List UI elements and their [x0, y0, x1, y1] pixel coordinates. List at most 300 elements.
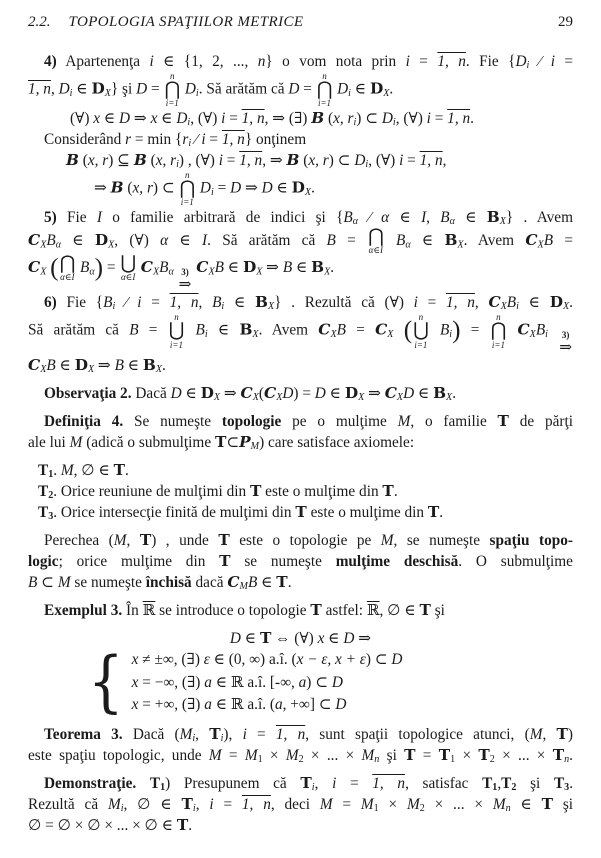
implies-annotation: 3): [181, 267, 189, 278]
text-segment: [185, 322, 195, 339]
text-segment: X: [499, 216, 506, 228]
text-segment: B: [28, 574, 38, 592]
text-segment: ∈: [72, 80, 92, 98]
text-segment: ∈: [207, 322, 240, 340]
text-segment: . Fie {: [465, 53, 516, 70]
text-segment: i: [449, 329, 453, 341]
text-segment: Teorema 3.: [44, 725, 123, 743]
text-segment: D: [337, 80, 349, 98]
text-segment: pe o mulţime: [281, 413, 398, 431]
text-segment: .: [569, 774, 574, 792]
text-segment: i: [188, 138, 192, 150]
text-segment: T: [276, 573, 288, 592]
text-segment: B: [336, 322, 346, 340]
text-segment: ⇒: [354, 630, 372, 648]
text-segment: B: [439, 322, 450, 340]
text-segment: ∈: [224, 294, 256, 312]
text-segment: i: [69, 87, 73, 99]
text-line: [28, 129, 573, 150]
text-segment: ⊂: [37, 574, 58, 592]
text-segment: topologie: [221, 413, 282, 431]
text-segment: 1, n: [241, 110, 265, 128]
text-segment: n: [374, 754, 380, 766]
text-segment: X: [358, 392, 365, 404]
text-segment: B: [46, 232, 56, 250]
text-segment: C: [264, 384, 277, 403]
text-segment: i: [221, 301, 225, 313]
operator-lower-limit: i=1: [180, 197, 194, 208]
nary-operator: [164, 72, 180, 108]
text-segment: M: [361, 746, 375, 764]
operator-symbol: ⋂: [164, 79, 181, 100]
text-segment: C: [517, 321, 530, 340]
text-segment: X: [267, 301, 275, 313]
text-segment: X: [208, 266, 215, 278]
operator-lower-limit: i=1: [317, 98, 332, 109]
text-segment: T: [38, 483, 49, 501]
text-segment: ∈ {1, 2, ...,: [153, 53, 258, 70]
text-segment: =: [246, 725, 276, 743]
text-segment: T: [310, 601, 322, 620]
text-segment: dacă: [191, 574, 228, 592]
text-segment: X: [213, 392, 221, 404]
text-segment: , (∀): [190, 110, 222, 128]
text-segment: .: [162, 357, 166, 375]
text-segment: X: [529, 329, 536, 341]
text-segment: D: [314, 385, 326, 403]
text-segment: . Orice reuniune de mulţimi din: [53, 483, 250, 501]
text-segment: D: [230, 179, 242, 197]
text-segment: şi: [516, 774, 554, 792]
text-segment: x − ε, x + ε: [296, 651, 366, 669]
text-segment: X: [40, 364, 47, 376]
text-segment: D: [549, 293, 564, 312]
text-segment: M: [406, 795, 420, 813]
text-segment: În: [122, 602, 143, 620]
text-segment: 1: [48, 469, 54, 481]
text-segment: I: [202, 232, 208, 250]
text-segment: şi: [430, 602, 445, 620]
text-segment: =: [147, 80, 164, 98]
text-segment: X: [446, 392, 453, 404]
text-segment: spaţiu topo-: [489, 532, 573, 550]
text-segment: B: [66, 151, 79, 170]
text-segment: 1, n: [447, 110, 471, 128]
text-segment: ,: [474, 294, 489, 312]
text-segment: . Avem: [463, 232, 526, 250]
text-segment: ) =: [293, 385, 315, 403]
text-segment: B: [239, 321, 253, 340]
text-segment: M: [69, 434, 83, 452]
text-segment: ,: [497, 774, 502, 792]
text-segment: × ... ×: [424, 795, 493, 813]
text-line: [28, 355, 573, 376]
text-segment: Demonstraţie.: [44, 774, 137, 792]
text-segment: ),: [223, 725, 243, 743]
cases-block: [88, 644, 573, 721]
text-segment: ∈: [257, 574, 277, 592]
text-segment: C: [227, 573, 240, 592]
text-segment: ∈: [272, 179, 292, 197]
text-segment: a: [204, 696, 212, 714]
operator-upper-limit: n: [185, 170, 190, 181]
text-segment: 1, n: [275, 725, 306, 743]
text-segment: X: [252, 329, 259, 341]
text-segment: .: [188, 816, 193, 834]
text-segment: ∈: [350, 80, 370, 98]
text-segment: X: [387, 329, 394, 341]
operator-lower-limit: i=1: [169, 339, 183, 350]
text-segment: [385, 232, 396, 249]
text-segment: i: [192, 733, 196, 745]
text-segment: Fie: [56, 209, 97, 227]
text-segment: x: [317, 630, 325, 648]
big-delimiter: ): [452, 317, 461, 345]
text-segment: x: [131, 696, 139, 714]
text-line: [28, 228, 573, 255]
text-segment: ⇒: [241, 179, 262, 197]
text-segment: i: [526, 60, 530, 72]
text-segment: T: [497, 412, 509, 431]
text-segment: (: [123, 179, 133, 197]
text-segment: B: [433, 384, 447, 403]
text-segment: ) , (∀): [178, 152, 219, 170]
text-segment: i: [149, 53, 154, 70]
text-segment: Apartenenţa: [56, 53, 150, 70]
text-segment: . Orice intersecţie finită de mulţimi din: [53, 504, 296, 522]
text-line: [28, 600, 573, 621]
text-segment: × ... ×: [494, 746, 553, 764]
text-segment: x: [93, 110, 101, 128]
text-segment: se numeşte: [230, 553, 336, 571]
text-segment: Fie {: [56, 294, 104, 312]
text-segment: } . Rezultă că (∀): [274, 294, 414, 312]
text-segment: 3: [564, 782, 570, 794]
annotated-implies: [559, 331, 572, 355]
text-line: [28, 207, 573, 228]
text-segment: , ⇒: [262, 152, 287, 170]
text-segment: B: [103, 294, 113, 312]
text-segment: ,: [195, 795, 210, 813]
text-segment: D: [344, 384, 359, 403]
text-segment: r: [182, 131, 189, 149]
text-segment: ∈: [223, 259, 243, 277]
text-segment: } onţinem: [244, 131, 307, 149]
text-segment: T: [113, 461, 125, 480]
text-segment: ): [567, 725, 573, 743]
text-segment: . Avem: [258, 322, 319, 340]
text-segment: 2: [511, 782, 517, 794]
text-segment: T: [438, 745, 451, 764]
nary-operator: [491, 313, 507, 349]
text-segment: Se numeşte: [123, 413, 222, 431]
text-segment: T: [219, 552, 231, 571]
text-segment: M: [250, 441, 260, 453]
text-segment: D: [515, 53, 527, 70]
text-segment: T: [214, 433, 227, 452]
text-segment: =: [332, 795, 361, 813]
text-segment: ×: [378, 795, 407, 813]
text-segment: i: [550, 53, 555, 70]
text-segment: α: [449, 216, 455, 228]
text-segment: X: [104, 87, 111, 99]
text-segment: =: [345, 322, 376, 340]
text-segment: şi: [552, 795, 574, 813]
implies-annotation: 3): [561, 330, 570, 341]
text-segment: D: [403, 385, 415, 403]
text-line: [28, 72, 573, 108]
text-segment: , ∅ ∈: [73, 462, 114, 480]
text-segment: ∕: [191, 131, 202, 149]
text-segment: X: [108, 239, 115, 251]
text-segment: , (∀): [368, 152, 400, 170]
text-segment: Observaţia 2.: [44, 385, 132, 403]
text-segment: T: [541, 794, 553, 813]
text-segment: .: [452, 385, 457, 403]
text-segment: D: [331, 673, 343, 691]
text-segment: este o topologie pe: [229, 532, 381, 550]
text-segment: =: [417, 294, 447, 312]
text-segment: .: [393, 483, 398, 501]
text-segment: .: [470, 110, 474, 128]
text-segment: X: [276, 392, 283, 404]
text-segment: =: [403, 152, 420, 170]
text-segment: (: [258, 385, 264, 403]
text-segment: de părţi: [508, 413, 573, 431]
text-segment: ) ⊂: [306, 673, 332, 691]
text-segment: T: [553, 774, 565, 792]
text-line: [28, 773, 573, 794]
text-segment: ) ⊂: [365, 651, 392, 669]
text-segment: C: [240, 384, 253, 403]
text-segment: ∈ ℝ a.î. [-∞,: [211, 673, 299, 691]
operator-symbol: ⋂: [179, 178, 196, 200]
text-segment: ⇒: [94, 357, 115, 375]
text-segment: . O submulţime: [458, 553, 573, 571]
text-segment: ∈: [324, 630, 344, 648]
operator-upper-limit: n: [174, 312, 179, 323]
text-segment: ∈: [518, 294, 550, 312]
text-segment: B: [326, 232, 336, 250]
text-segment: ,: [126, 532, 140, 550]
text-segment: X: [457, 239, 464, 251]
text-segment: ⇒: [364, 385, 385, 403]
text-segment: T: [419, 601, 431, 620]
text-segment: M: [360, 795, 374, 813]
text-segment: [136, 775, 150, 792]
text-segment: X: [537, 239, 544, 251]
text-segment: 2: [298, 754, 304, 766]
operator-symbol: ⋂: [59, 253, 76, 275]
text-segment: i: [392, 117, 396, 129]
operator-symbol: ⋂: [490, 320, 507, 342]
text-segment: D: [282, 385, 294, 403]
text-segment: ) ⊂: [152, 179, 179, 197]
big-delimiter: ): [94, 254, 104, 282]
text-segment: X: [324, 266, 331, 278]
text-segment: ∈: [61, 232, 95, 250]
text-segment: D: [354, 152, 366, 170]
text-segment: T: [249, 482, 262, 501]
operator-upper-limit: n: [418, 312, 424, 323]
text-segment: i: [311, 782, 315, 794]
text-segment: T: [300, 773, 312, 792]
text-segment: α: [168, 266, 174, 278]
text-segment: mulţime deschisă: [335, 553, 459, 571]
text-segment: } şi: [110, 80, 137, 98]
text-segment: C: [488, 293, 501, 312]
text-segment: închisă: [145, 574, 192, 592]
text-segment: x: [150, 110, 158, 128]
text-segment: .: [330, 259, 335, 277]
text-segment: =: [336, 774, 373, 792]
text-segment: Dacă: [131, 385, 171, 403]
text-segment: .: [53, 462, 61, 480]
text-segment: T: [482, 774, 493, 792]
text-segment: D: [58, 80, 70, 98]
text-segment: astfel:: [321, 602, 367, 620]
text-segment: B: [444, 231, 458, 250]
text-segment: M: [107, 795, 121, 813]
nary-operator: [317, 72, 333, 108]
text-segment: n: [257, 53, 266, 70]
text-segment: x, r: [333, 110, 354, 128]
text-segment: 1, n: [28, 80, 51, 98]
text-segment: i: [218, 152, 223, 170]
text-segment: este o mulţime din: [261, 483, 383, 501]
text-segment: ,: [314, 774, 333, 792]
text-segment: (∀): [70, 110, 94, 128]
text-segment: i: [545, 329, 548, 341]
text-segment: . Să arătăm că: [207, 232, 327, 250]
text-segment: .: [439, 504, 444, 522]
text-segment: ,: [50, 80, 59, 98]
text-segment: , (∀): [114, 232, 161, 250]
text-segment: D: [291, 178, 305, 197]
text-segment: 5): [44, 209, 57, 227]
text-segment: B: [311, 258, 325, 277]
text-segment: , deci: [270, 795, 320, 813]
text-segment: D: [261, 179, 273, 197]
text-segment: =: [225, 110, 242, 128]
text-segment: D: [343, 630, 355, 648]
text-segment: T: [218, 531, 230, 550]
operator-upper-limit: n: [169, 71, 175, 81]
text-segment: , +∞] ⊂: [282, 696, 336, 714]
nary-operator: [413, 313, 429, 349]
text-segment: T: [181, 794, 193, 813]
text-segment: ) , unde: [151, 532, 219, 550]
text-segment: B: [506, 294, 517, 312]
text-segment: D: [94, 231, 109, 250]
text-segment: =: [460, 322, 490, 340]
text-segment: B: [535, 322, 546, 340]
text-segment: este spaţiu topologic, unde: [28, 746, 209, 764]
text-segment: ,: [426, 209, 441, 227]
text-segment: ∈: [410, 232, 445, 250]
operator-symbol: ⋃: [168, 320, 185, 342]
text-segment: M: [208, 746, 222, 764]
text-segment: ,: [195, 725, 210, 743]
text-segment: D: [74, 356, 88, 375]
text-segment: X: [563, 301, 570, 313]
text-segment: Definiţia 4.: [44, 413, 124, 431]
text-segment: M: [492, 795, 506, 813]
text-segment: ⇒: [220, 385, 241, 403]
text-segment: × ... ×: [303, 746, 362, 764]
text-segment: T: [382, 482, 394, 501]
text-segment: (: [146, 152, 156, 170]
text-segment: ≠ ±∞, (∃): [138, 651, 204, 669]
text-segment: ∈: [325, 385, 345, 403]
text-segment: i: [413, 294, 418, 312]
text-segment: B: [395, 232, 406, 250]
text-line: [28, 51, 573, 72]
text-segment: [430, 322, 440, 339]
text-segment: (: [78, 152, 88, 170]
text-segment: 1, n: [221, 131, 245, 149]
big-delimiter: (: [50, 254, 59, 282]
text-segment: T: [478, 745, 490, 764]
text-segment: logic: [28, 553, 59, 571]
text-segment: i: [365, 159, 369, 171]
text-segment: 1: [492, 782, 498, 794]
text-segment: se numeşte: [70, 574, 146, 592]
text-segment: α: [352, 216, 359, 228]
text-segment: B: [159, 259, 169, 277]
text-segment: =: [415, 746, 439, 764]
text-segment: [548, 322, 558, 339]
text-segment: B: [142, 356, 156, 375]
text-segment: 1: [450, 754, 456, 766]
text-segment: ⇒: [130, 110, 151, 128]
text-segment: M: [113, 532, 127, 550]
text-line: [28, 745, 573, 766]
text-segment: α: [405, 239, 411, 251]
text-segment: B: [133, 151, 147, 170]
text-line: [28, 411, 573, 432]
text-segment: 1: [373, 803, 379, 815]
text-segment: T: [295, 503, 307, 522]
text-segment: = +∞, (∃): [138, 696, 205, 714]
text-segment: M: [60, 462, 74, 480]
text-segment: α: [381, 209, 390, 227]
text-segment: =: [103, 259, 120, 277]
text-segment: i: [399, 152, 404, 170]
text-segment: i: [353, 117, 357, 129]
text-segment: , satisfac: [405, 774, 483, 792]
text-segment: X: [252, 392, 259, 404]
text-segment: Rezultă că: [28, 795, 108, 813]
text-segment: ∕: [529, 53, 551, 70]
text-segment: i: [176, 159, 179, 171]
text-segment: ℝ: [366, 602, 380, 620]
page-content: [28, 51, 573, 836]
text-segment: r: [125, 131, 132, 149]
text-segment: ⇒: [262, 259, 283, 277]
text-segment: ) ⊂: [356, 110, 382, 128]
text-line: [28, 530, 573, 551]
text-segment: (adică o submulţime: [82, 434, 215, 452]
text-segment: X: [383, 87, 390, 99]
text-segment: ∈ ℝ a.î. (: [211, 696, 275, 714]
text-segment: M: [244, 746, 258, 764]
text-segment: Considerând: [44, 131, 126, 149]
text-segment: ⇔ (∀): [271, 630, 318, 648]
text-segment: =: [554, 53, 573, 70]
text-segment: T: [501, 774, 512, 792]
text-segment: este o mulţime din: [306, 504, 428, 522]
